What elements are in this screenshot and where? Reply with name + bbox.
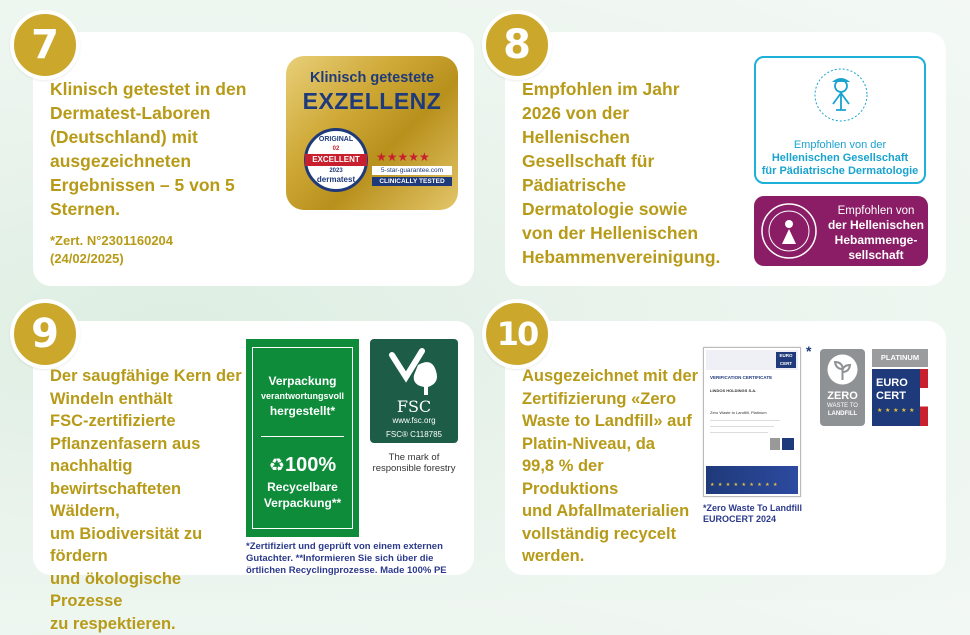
card8-text: Empfohlen im Jahr 2026 von der Hellenischen Gesellschaft für Pädiatrische Dermatologie sowie von der Hellenischen Hebammenvereinigung.	[522, 79, 721, 267]
dermatest-circle-logo: ORIGINAL 02 EXCELLENT 2023 dermatest	[304, 128, 368, 192]
card10-text: Ausgezeichnet mit der Zertifizierung «Zero Waste to Landfill» auf Platin-Niveau, da 99,8 % der Produktions und Abfallmaterialien vollständig recycelt werden.	[522, 367, 699, 565]
eu-stars-icon: ★ ★ ★ ★ ★	[877, 408, 916, 414]
eurocert-small-badge: EURO CERT	[776, 352, 796, 368]
step-number-10: 10	[482, 299, 552, 369]
card7-cert-note: *Zert. N°2301160204 (24/02/2025)	[50, 233, 174, 266]
fsc-logo: FSC www.fsc.org FSC® C118785	[370, 339, 458, 443]
card10-note: *Zero Waste To Landfill EUROCERT 2024	[703, 503, 803, 524]
eu-stars-icon: ★ ★ ★ ★ ★ ★ ★ ★ ★	[710, 482, 779, 488]
eurocert-platinum-badge: PLATINUM EURO CERT ★ ★ ★ ★ ★	[872, 349, 928, 426]
midwives-association-logo: Empfohlen von der Hellenischen Hebammenge- sellschaft	[754, 196, 928, 266]
dermatest-seal: Klinisch getestete EXZELLENZ ORIGINAL 02 EXCELLENT 2023 dermatest ★★★★★ 5-star-guarantee.com CLINICALLY TESTED	[286, 56, 458, 210]
card9-footnote: *Zertifiziert und geprüft von einem externen Gutachter. **Informieren Sie sich über die örtlichen Recyclingprozesse. Made 100% PE	[246, 541, 447, 576]
star-rating-icon: ★★★★★	[376, 150, 430, 164]
recyclable-packaging-badge: Verpackung verantwortungsvoll hergestellt* ♻100% Recycelbare Verpackung**	[246, 339, 359, 537]
fsc-tree-check-icon	[384, 347, 444, 397]
zero-waste-badge: ZERO WASTE TO LANDFILL	[820, 349, 865, 426]
step-number-8: 8	[482, 10, 552, 80]
step-number-9: 9	[10, 299, 80, 369]
midwives-seal-icon	[760, 202, 818, 260]
recycle-icon: ♻	[268, 455, 285, 475]
step-number-7: 7	[10, 10, 80, 80]
pediatric-society-emblem-icon	[812, 66, 870, 124]
card9-text: Der saugfähige Kern der Windeln enthält FSC-zertifizierte Pflanzenfasern aus nachhaltig bewirtschafteten Wäldern, um Biodiversität zu fördern und ökologische Prozesse zu respektieren.	[50, 367, 242, 633]
verification-certificate: EURO CERT VERIFICATION CERTIFICATE LINDOS HOLDINGS S.A. Zero Waste to Landfill, Platinum ★ ★ ★ ★ ★ ★ ★ ★ ★	[703, 347, 801, 497]
pediatric-dermatology-logo: Empfohlen von der Hellenischen Gesellschaft für Pädiatrische Dermatologie	[754, 56, 926, 184]
plant-leaf-icon	[825, 352, 860, 387]
asterisk-mark: *	[806, 343, 812, 359]
fsc-tagline: The mark of responsible forestry	[372, 452, 456, 474]
card7-text: Klinisch getestet in den Dermatest-Laboren (Deutschland) mit ausgezeichneten Ergebnissen – 5 von 5 Sternen.	[50, 79, 247, 219]
